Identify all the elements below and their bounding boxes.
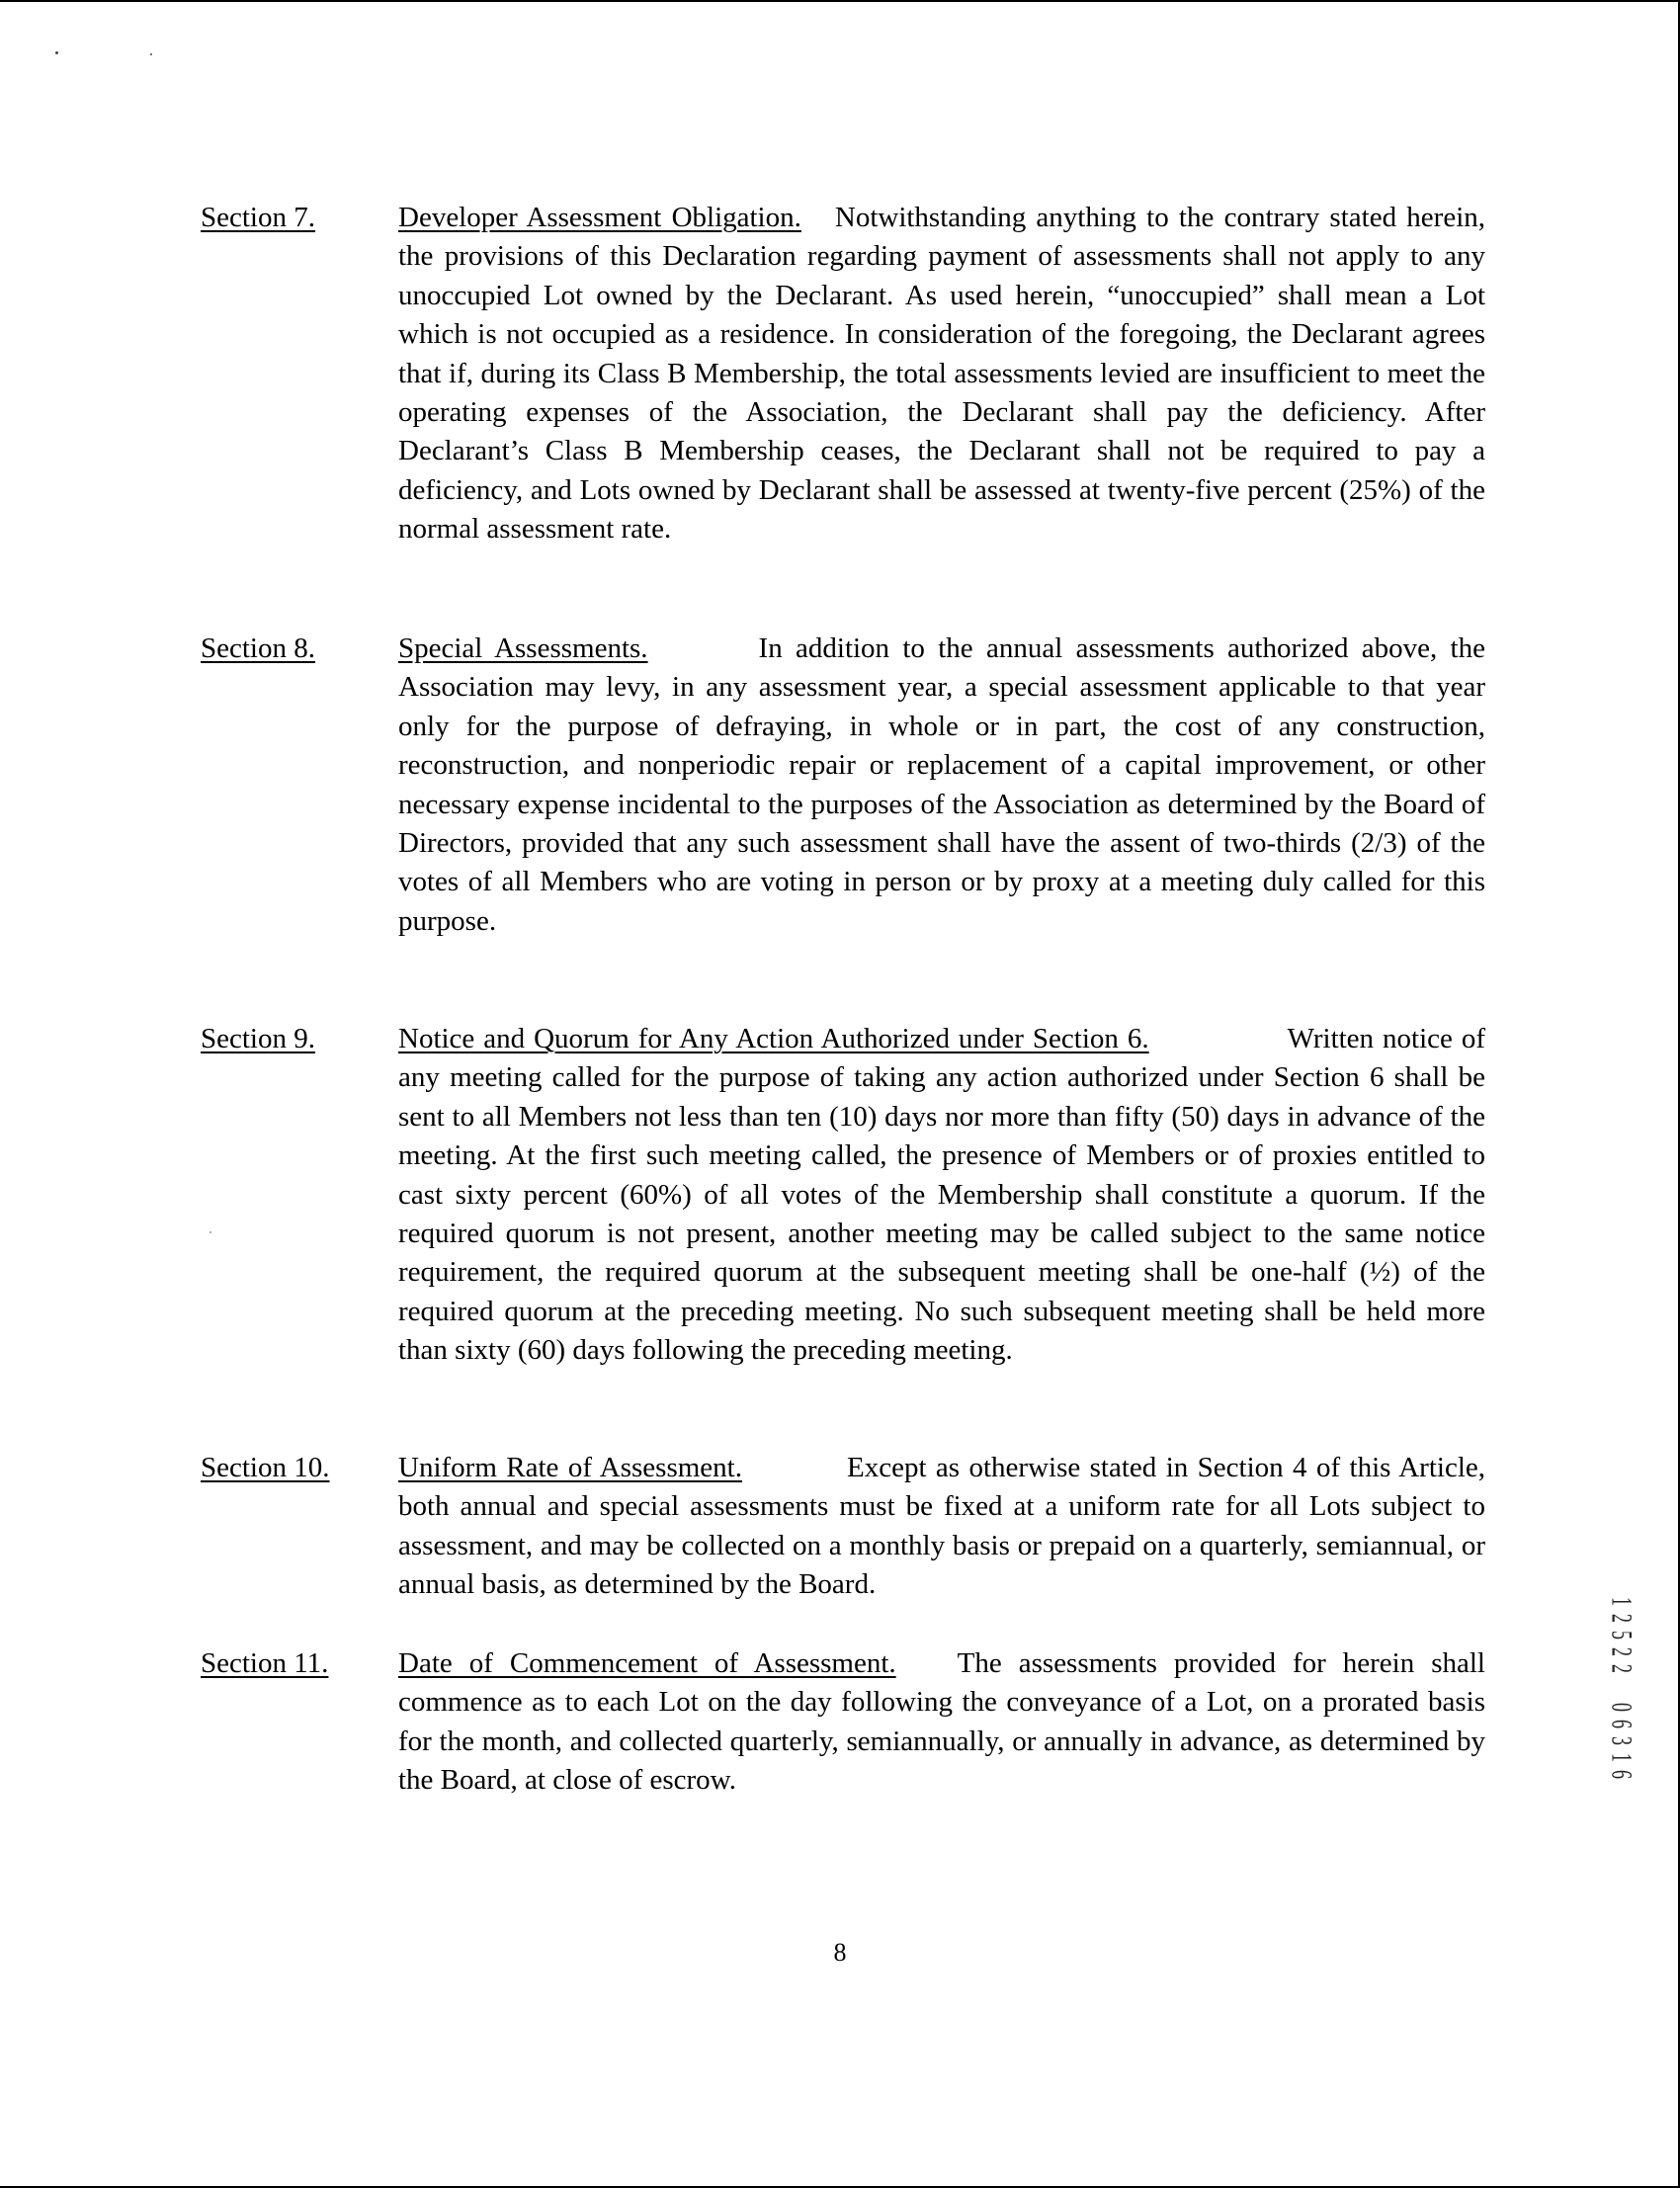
section-title: Notice and Quorum for Any Action Authorized under Section 6.: [398, 1023, 1149, 1054]
stamp-digit: 2: [1605, 1647, 1638, 1656]
section-body: [398, 1449, 1485, 1605]
section-text: The assessments provided for herein shall commence as to each Lot on the day following the conveyance of a Lot, on a prorated basis for the month, and collected quarterly, semiannually, or annually in advance, as determined by the Board, at close of escrow.: [398, 1647, 1485, 1797]
stamp-digit: 5: [1605, 1631, 1638, 1640]
section-label: Section 11.: [201, 1647, 329, 1679]
stamp-digit: 2: [1605, 1664, 1638, 1673]
section-label: Section 8.: [201, 632, 315, 664]
stamp-digit: 6: [1605, 1720, 1638, 1728]
scan-speck: [210, 1231, 211, 1233]
section-text: Except as otherwise stated in Section 4 of this Article, both annual and special assessments must be fixed at a uniform rate for all Lots subject to assessment, and may be collected on a monthly basis or prepaid on a quarterly, semiannual, or annual basis, as determined by the Board.: [398, 1452, 1486, 1601]
section-body: [398, 1020, 1485, 1371]
section-title: Date of Commencement of Assessment.: [398, 1647, 896, 1679]
section-body: [398, 199, 1485, 549]
page-number: 8: [833, 1938, 847, 1967]
scan-speck: [150, 53, 152, 55]
section-title: Special Assessments.: [398, 632, 648, 664]
stamp-digit: 0: [1605, 1703, 1638, 1712]
section-text: Notwithstanding anything to the contrary stated herein, the provisions of this Declaration regarding payment of assessments shall not apply to any unoccupied Lot owned by the Declarant. As used herein, “unoccupied” shall mean a Lot which is not occupied as a residence. In consideration of the foregoing, the Declarant agrees that if, during its Class B Membership, the total assessments levied are insufficient to meet the operating expenses of the Association, the Declarant shall pay the deficiency. After Declarant’s Class B Membership ceases, the Declarant shall not be required to pay a deficiency, and Lots owned by Declarant shall be assessed at twenty-five percent (25%) of the normal assessment rate.: [398, 202, 1485, 546]
section-title: Uniform Rate of Assessment.: [398, 1452, 742, 1483]
section-body: [398, 630, 1485, 941]
section-text: In addition to the annual assessments authorized above, the Association may levy, in any assessment year, a special assessment applicable to that year only for the purpose of defraying, in whole or in part, the cost of any construction, reconstruction, and nonperiodic repair or replacement of a capital improvement, or other necessary expense incidental to the purposes of the Association as determined by the Board of Directors, provided that any such assessment shall have the assent of two-thirds (2/3) of the votes of all Members who are voting in person or by proxy at a meeting duly called for this purpose.: [398, 632, 1485, 937]
section-title: Developer Assessment Obligation.: [398, 202, 801, 233]
stamp-digit: 3: [1605, 1736, 1638, 1745]
section-label: Section 7.: [201, 202, 315, 233]
stamp-digit: 2: [1605, 1614, 1638, 1623]
section-label: Section 10.: [201, 1452, 330, 1483]
section-text: Written notice of any meeting called for the purpose of taking any action authorized under Section 6 shall be sent to all Members not less than ten (10) days nor more than fifty (50) days in advance of the meeting. At the first such meeting called, the presence of Members or of proxies entitled to cast sixty percent (60%) of all votes of the Membership shall constitute a quorum. If the required quorum is not present, another meeting may be called subject to the same notice requirement, the required quorum at the subsequent meeting shall be one-half (½) of the required quorum at the preceding meeting. No such subsequent meeting shall be held more than sixty (60) days following the preceding meeting.: [398, 1023, 1485, 1367]
stamp-digit: 1: [1605, 1597, 1638, 1606]
scan-speck: [55, 51, 58, 54]
stamp-digit: 6: [1605, 1770, 1638, 1779]
page-border-top: [0, 0, 1680, 2]
section-body: [398, 1644, 1485, 1801]
section-label: Section 9.: [201, 1023, 315, 1054]
side-document-stamp: [1602, 1593, 1638, 1783]
stamp-digit: 1: [1605, 1753, 1638, 1762]
